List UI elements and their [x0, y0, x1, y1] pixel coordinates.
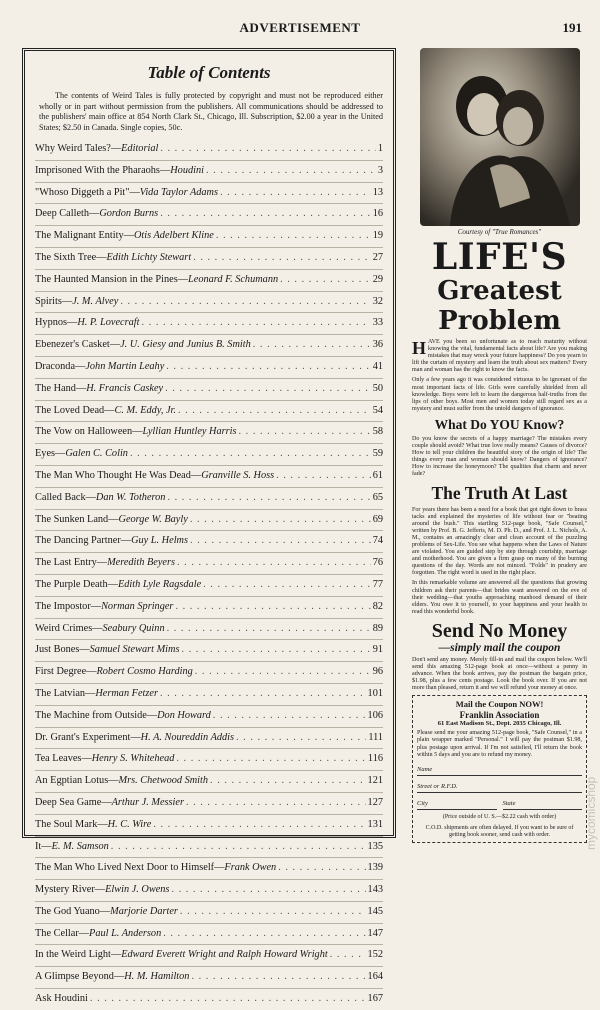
entry-author: Edith Lyle Ragsdale	[117, 578, 202, 590]
entry-author: Leonard F. Schumann	[188, 273, 279, 285]
order-coupon[interactable]	[412, 695, 587, 842]
entry-title: Why Weird Tales?—	[35, 143, 122, 154]
coupon-heading: Mail the Coupon NOW!	[455, 699, 544, 710]
entry-author: Henry S. Whitehead	[91, 753, 175, 765]
entry-author: Editorial	[121, 143, 159, 154]
toc-entry	[35, 792, 383, 814]
entry-page: 27	[372, 251, 383, 263]
toc-entry	[35, 727, 383, 749]
toc-entry	[35, 203, 383, 225]
table-of-contents	[22, 48, 396, 1005]
toc-list	[35, 139, 383, 1010]
toc-entry	[35, 857, 383, 879]
entry-title: Just Bones—	[35, 644, 90, 656]
toc-entry	[35, 291, 383, 313]
entry-page: 139	[367, 862, 383, 874]
entry-title: First Degree—	[35, 666, 97, 678]
entry-page: 89	[372, 622, 383, 634]
entry-title: Ebenezer's Casket—	[35, 339, 121, 351]
entry-page: 59	[372, 448, 383, 460]
entry-title: The Soul Mark—	[35, 818, 108, 830]
entry-title: The Malignant Entity—	[35, 230, 134, 242]
entry-page: 1	[377, 143, 383, 154]
leader-dots	[181, 640, 370, 661]
entry-page: 41	[372, 360, 383, 372]
entry-author: Don Howard	[157, 709, 211, 721]
toc-entry	[35, 966, 383, 988]
entry-title: The Sunken Land—	[35, 513, 119, 525]
entry-title: Deep Sea Game—	[35, 796, 112, 808]
entry-title: "Whoso Diggeth a Pit"—	[35, 186, 140, 198]
entry-page: 135	[367, 840, 383, 852]
city-field[interactable]: City	[417, 800, 497, 810]
entry-title: The Dancing Partner—	[35, 535, 132, 547]
coupon-body: Please send me your amazing 512-page book, "Safe Counsel," in a plain wrapper marked "Personal." I will pay the postman $1.98, plus postage upon arrival. If I'm not satisfied, I'll return the book within 5 days and you are to refund my money.	[417, 730, 582, 758]
toc-entry	[35, 879, 383, 901]
entry-title: Tea Leaves—	[35, 753, 92, 765]
leader-dots	[167, 619, 371, 640]
entry-page: 145	[367, 905, 383, 917]
entry-title: Deep Calleth—	[35, 208, 100, 220]
entry-author: Elwin J. Owens	[105, 884, 170, 896]
entry-title: Weird Crimes—	[35, 622, 103, 634]
header-label: ADVERTISEMENT	[239, 20, 361, 35]
couple-photo	[420, 48, 580, 226]
entry-page: 36	[372, 339, 383, 351]
paragraph-questions: Do you know the secrets of a happy marriage? The mistakes every couple should avoid? What true love really means? Causes of divorce? How to tell your children the beautiful story of the origin of life? The things every man and woman should know? Dangers of ignorance? How to increase the honeymoon? The qualities that charm and never fade?	[412, 435, 587, 478]
leader-dots	[160, 684, 366, 705]
entry-author: George W. Bayly	[118, 513, 188, 525]
entry-author: H. M. Hamilton	[124, 971, 190, 983]
leader-dots	[216, 226, 371, 247]
entry-page: 32	[372, 295, 383, 307]
entry-author: John Martin Leahy	[85, 360, 165, 372]
entry-author: Paul L. Anderson	[89, 927, 162, 939]
leader-dots	[130, 444, 371, 465]
toc-entry	[35, 683, 383, 705]
leader-dots	[330, 945, 366, 966]
toc-entry	[35, 225, 383, 247]
entry-page: 152	[367, 949, 383, 961]
entry-author: Guy L. Helms	[131, 535, 188, 547]
entry-page: 147	[367, 927, 383, 939]
entry-page: 54	[372, 404, 383, 416]
leader-dots	[213, 706, 366, 727]
toc-entry	[35, 509, 383, 531]
toc-entry	[35, 182, 383, 204]
leader-dots	[165, 379, 371, 400]
leader-dots	[176, 749, 366, 770]
entry-page: 74	[372, 535, 383, 547]
leader-dots	[178, 401, 371, 422]
shipping-note: C.O.D. shipments are often delayed. If you want to be sure of getting book sooner, send cash with order.	[425, 824, 574, 838]
toc-entry	[35, 923, 383, 945]
entry-title: It—	[35, 840, 52, 852]
subhead-truth-at-last: The Truth At Last	[431, 482, 568, 503]
entry-author: C. M. Eddy, Jr.	[114, 404, 176, 416]
entry-title: Mystery River—	[35, 884, 106, 896]
leader-dots	[278, 858, 365, 879]
street-field[interactable]: Street or R.F.D.	[417, 783, 582, 793]
entry-title: The Machine from Outside—	[35, 709, 158, 721]
entry-page: 13	[372, 186, 383, 198]
toc-entry	[35, 988, 383, 1010]
leader-dots	[193, 248, 371, 269]
entry-author: Vida Taylor Adams	[139, 186, 218, 198]
leader-dots	[166, 357, 370, 378]
entry-author: Norman Springer	[101, 600, 174, 612]
name-field[interactable]: Name	[417, 766, 582, 776]
entry-author: Arthur J. Messier	[111, 796, 184, 808]
entry-title: The Man Who Lived Next Door to Himself—	[35, 862, 225, 874]
entry-author: E. M. Samson	[51, 840, 109, 852]
entry-title: The God Yuano—	[35, 905, 111, 917]
entry-title: Called Back—	[35, 491, 96, 503]
toc-entry	[35, 596, 383, 618]
entry-page: 58	[372, 426, 383, 438]
toc-entry	[35, 661, 383, 683]
leader-dots	[163, 924, 365, 945]
toc-entry	[35, 901, 383, 923]
toc-entry	[35, 770, 383, 792]
entry-author: Seabury Quinn	[102, 622, 165, 634]
entry-author: Mrs. Chetwood Smith	[118, 775, 209, 787]
entry-author: H. Francis Caskey	[86, 382, 164, 394]
entry-page: 3	[377, 164, 383, 176]
leader-dots	[153, 815, 365, 836]
entry-author: J. M. Alvey	[72, 295, 119, 307]
headline-greatest: Greatest	[437, 276, 562, 306]
entry-page: 33	[372, 317, 383, 329]
leader-dots	[175, 597, 370, 618]
paragraph-book: For years there has been a need for a book that got right down to brass tacks and explained the mysteries of life without fear or "beating around the bush." This startling 512-page book, "Safe Counsel," written by Prof. B. G. Jefferis, M. D. Ph. D., and Prof. J. L. Nichols, A. M., contains an amazingly clear and clean account of the puzzling problems of Sex-Life. You see what happens when the Laws of Nature are violated. You are guided step by step through courtship, marriage and motherhood. You are given a firm grasp on many of the burning questions of the day. Words are not minced. "Folds" in prudery are forgotten. The right word is used in the right place.	[412, 506, 587, 577]
leader-dots	[191, 967, 365, 988]
entry-author: H. P. Lovecraft	[77, 317, 140, 329]
entry-author: Frank Owen	[224, 862, 277, 874]
drop-cap: H	[412, 338, 427, 358]
entry-page: 96	[372, 666, 383, 678]
entry-title: The Impostor—	[35, 600, 102, 612]
toc-entry	[35, 552, 383, 574]
paragraph-history: Only a few years ago it was considered virtuous to be ignorant of the most important facts of life. Girls were carefully shielded from all knowledge. Boys were left to learn the dangerous half-truths from the lips of other boys. Most men and women today still regard sex as a mystery and must suffer from the untold dangers of ignorance.	[412, 377, 587, 412]
leader-dots	[276, 466, 371, 487]
entry-title: A Glimpse Beyond—	[35, 971, 125, 983]
entry-author: Meredith Beyers	[107, 557, 176, 569]
entry-page: 106	[367, 709, 383, 721]
entry-author: Edward Everett Wright and Ralph Howard Wright	[121, 949, 328, 961]
toc-entry	[35, 618, 383, 640]
toc-entry	[35, 443, 383, 465]
entry-title: The Man Who Thought He Was Dead—	[35, 469, 202, 481]
entry-title: Dr. Grant's Experiment—	[35, 731, 141, 743]
leader-dots	[171, 880, 365, 901]
city-state-row	[417, 793, 582, 810]
entry-title: Draconda—	[35, 360, 86, 372]
toc-entry	[35, 639, 383, 661]
toc-entry	[35, 269, 383, 291]
watermark: mycomicshop	[584, 776, 598, 850]
leader-dots	[142, 313, 371, 334]
leader-dots	[203, 575, 371, 596]
toc-entry	[35, 160, 383, 182]
leader-dots	[253, 335, 371, 356]
entry-author: H. A. Noureddin Addis	[140, 731, 235, 743]
entry-page: 121	[367, 775, 383, 787]
entry-title: The Hand—	[35, 382, 87, 394]
entry-title: The Purple Death—	[35, 578, 118, 590]
toc-entry	[35, 356, 383, 378]
toc-entry	[35, 836, 383, 858]
toc-entry	[35, 139, 383, 160]
leader-dots	[167, 488, 370, 509]
entry-title: Imprisoned With the Pharaohs—	[35, 164, 171, 176]
entry-page: 91	[372, 644, 383, 656]
leader-dots	[280, 270, 371, 291]
entry-title: Eyes—	[35, 448, 66, 460]
leader-dots	[177, 553, 371, 574]
price-note: (Price outside of U. S.—$2.22 cash with order)	[442, 813, 557, 820]
intro-paragraph: HAVE you been so unfortunate as to reach maturity without knowing the vital, fundamental facts about life? Are you making mistakes that may wreck your future happiness? Do you yearn to lift the curtain of mystery and learn the truth about sex matters? Every man and woman has the right to know the facts.	[412, 338, 587, 374]
page-header	[0, 14, 600, 38]
toc-entry	[35, 465, 383, 487]
entry-author: H. C. Wire	[107, 818, 152, 830]
entry-author: Samuel Stewart Mims	[89, 644, 180, 656]
toc-entry	[35, 574, 383, 596]
entry-title: In the Weird Light—	[35, 949, 122, 961]
entry-author: Dan W. Totheron	[95, 491, 166, 503]
leader-dots	[239, 422, 371, 443]
entry-title: Spirits—	[35, 295, 73, 307]
entry-title: The Vow on Halloween—	[35, 426, 143, 438]
entry-page: 101	[367, 687, 383, 699]
simply-mail-coupon: —simply mail the coupon	[438, 641, 561, 654]
entry-page: 82	[372, 600, 383, 612]
toc-entry	[35, 748, 383, 770]
entry-page: 116	[367, 753, 383, 765]
entry-author: J. U. Giesy and Junius B. Smith	[120, 339, 251, 351]
coupon-organization: Franklin Association	[459, 710, 540, 721]
entry-page: 65	[372, 491, 383, 503]
entry-author: Houdini	[170, 164, 205, 176]
entry-title: The Haunted Mansion in the Pines—	[35, 273, 189, 285]
entry-page: 167	[367, 993, 383, 1005]
coupon-address: 61 East Madison St., Dept. 2035 Chicago, Ill.	[437, 720, 562, 728]
leader-dots	[160, 139, 376, 160]
paragraph-offer: Don't send any money. Merely fill-in and mail the coupon below. We'll send this amazing 512-page book at once—without a penny in advance. When the book arrives, pay the postman the bargain price, $1.98, plus a few cents postage. Look the book over. If you are not more than pleased, return it and we will refund your money at once.	[412, 656, 587, 692]
entry-title: The Last Entry—	[35, 557, 108, 569]
leader-dots	[190, 531, 371, 552]
entry-page: 76	[372, 557, 383, 569]
entry-author: Herman Fetzer	[95, 687, 158, 699]
toc-entry	[35, 705, 383, 727]
toc-entry	[35, 334, 383, 356]
entry-page: 143	[367, 884, 383, 896]
entry-title: Hypnos—	[35, 317, 78, 329]
entry-page: 16	[372, 208, 383, 220]
leader-dots	[220, 183, 371, 204]
leader-dots	[195, 662, 371, 683]
toc-title: Table of Contents	[147, 63, 271, 82]
page-number: 191	[562, 20, 582, 35]
entry-author: Edith Lichty Stewart	[106, 251, 192, 263]
toc-entry	[35, 312, 383, 334]
entry-author: Otis Adelbert Kline	[133, 230, 214, 242]
entry-page: 29	[372, 273, 383, 285]
headline-problem: Problem	[438, 306, 561, 336]
entry-page: 69	[372, 513, 383, 525]
paragraph-volume: In this remarkable volume are answered all the questions that growing children ask their parents—that brides want answered on the eve of their wedding—that youths approaching manhood demand of their elders. You owe it to yourself, to your happiness and your health to read this wonderful book.	[412, 580, 587, 615]
leader-dots	[180, 902, 366, 923]
leader-dots	[206, 161, 376, 182]
entry-page: 77	[372, 578, 383, 590]
leader-dots	[120, 292, 370, 313]
entry-page: 164	[367, 971, 383, 983]
toc-entry	[35, 400, 383, 422]
leader-dots	[210, 771, 366, 792]
entry-author: Marjorie Darter	[110, 905, 178, 917]
advertisement	[412, 48, 587, 838]
toc-entry	[35, 944, 383, 966]
entry-title: An Egptian Lotus—	[35, 775, 119, 787]
entry-title: Ask Houdini	[35, 993, 88, 1005]
entry-title: The Latvian—	[35, 687, 96, 699]
photo-credit: Courtesy of "True Romances"	[457, 228, 542, 236]
toc-entry	[35, 530, 383, 552]
copyright-note: The contents of Weird Tales is fully protected by copyright and must not be reproduced either wholly or in part without permission from the publishers. All communications should be addressed to the publishers' main office at 854 North Clark St., Chicago, Ill. Subscription, $2.00 a year in the United States; $2.50 in Canada. Single copies, 50c.	[39, 91, 383, 132]
toc-entry	[35, 247, 383, 269]
entry-title: The Sixth Tree—	[35, 251, 107, 263]
entry-page: 61	[372, 469, 383, 481]
subhead-what-do-you-know: What Do YOU Know?	[434, 416, 565, 432]
toc-entry	[35, 814, 383, 836]
send-no-money-heading: Send No Money	[431, 619, 568, 642]
entry-page: 131	[367, 818, 383, 830]
toc-entry	[35, 487, 383, 509]
leader-dots	[90, 989, 366, 1010]
leader-dots	[190, 510, 371, 531]
entry-page: 111	[368, 731, 383, 743]
leader-dots	[186, 793, 366, 814]
entry-author: Galen C. Colin	[65, 448, 128, 460]
toc-entry	[35, 378, 383, 400]
toc-entry	[35, 421, 383, 443]
entry-title: The Cellar—	[35, 927, 90, 939]
leader-dots	[160, 204, 371, 225]
state-field[interactable]: State	[503, 800, 583, 810]
leader-dots	[236, 728, 366, 749]
entry-author: Robert Cosmo Harding	[96, 666, 193, 678]
entry-page: 19	[372, 230, 383, 242]
entry-page: 50	[372, 382, 383, 394]
entry-page: 127	[367, 796, 383, 808]
entry-author: Gordon Burns	[99, 208, 159, 220]
headline-lifes: LIFE'S	[431, 236, 568, 278]
entry-author: Granville S. Hoss	[201, 469, 275, 481]
entry-title: The Loved Dead—	[35, 404, 115, 416]
leader-dots	[111, 837, 366, 858]
entry-author: Lyllian Huntley Harris	[142, 426, 237, 438]
